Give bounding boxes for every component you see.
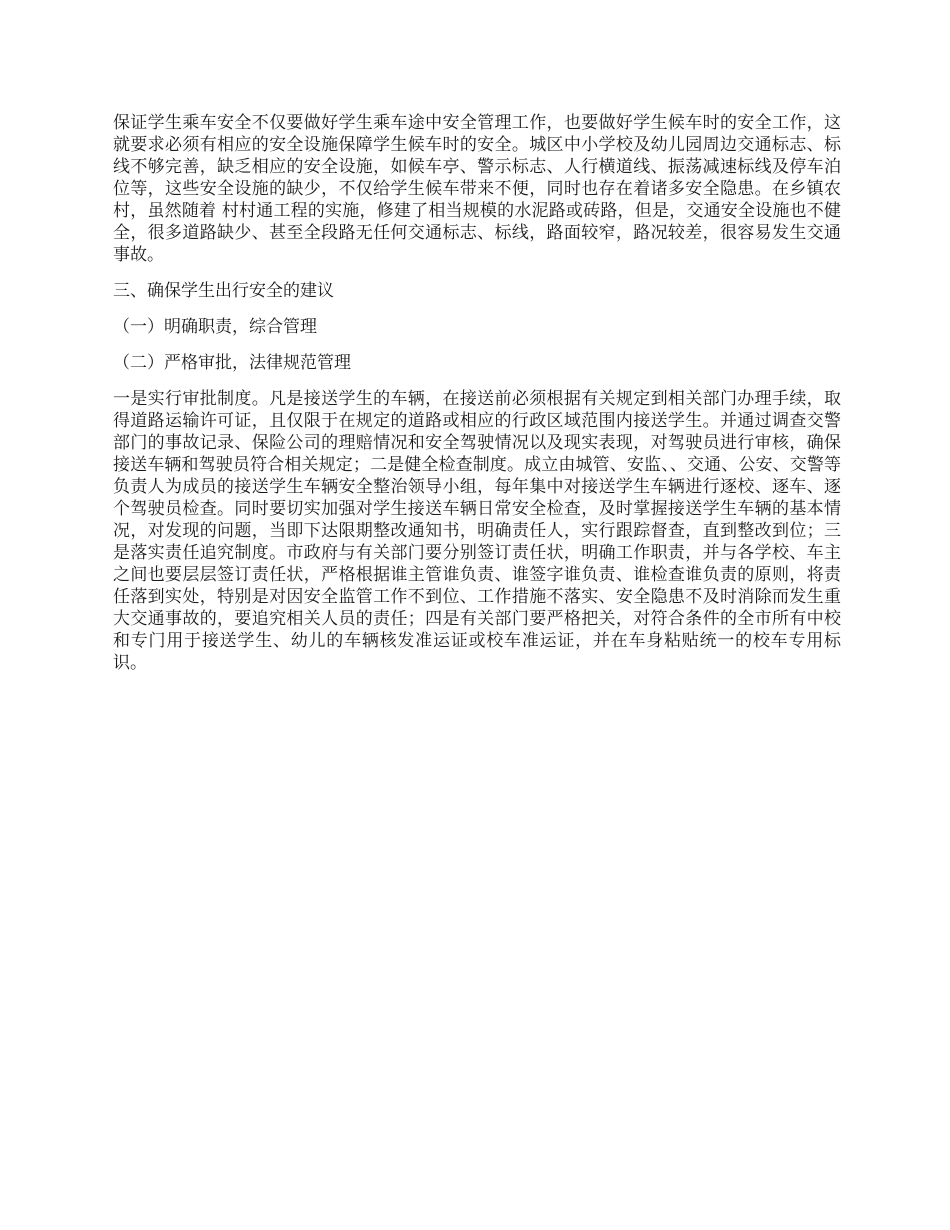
subheading-approval: （二）严格审批，法律规范管理 [113,353,351,373]
paragraph-safety-facilities: 保证学生乘车安全不仅要做好学生乘车途中安全管理工作，也要做好学生候车时的安全工作，这就要求必须有相应的安全设施保障学生候车时的安全。城区中小学校及幼儿园周边交通标志、标线不够完善，缺乏相应的安全设施，如候车亭、警示标志、人行横道线、振荡减速标线及停车泊位等，这些安全设施的缺少，不仅给学生候车带来不便，同时也存在着诸多安全隐患。在乡镇农村，虽然随着 村村通工程的实施，修建了相当规模的水泥路或砖路，但是，交通安全设施也不健全，很多道路缺少、甚至全段路无任何交通标志、标线，路面较窄，路况较差，很容易发生交通事故。 [113,113,841,265]
paragraph-approval-system: 一是实行审批制度。凡是接送学生的车辆，在接送前必须根据有关规定到相关部门办理手续，取得道路运输许可证，且仅限于在规定的道路或相应的行政区域范围内接送学生。并通过调查交警部门的事故记录、保险公司的理赔情况和安全驾驶情况以及现实表现，对驾驶员进行审核，确保接送车辆和驾驶员符合相关规定；二是健全检查制度。成立由城管、安监、、交通、公安、交警等负责人为成员的接送学生车辆安全整治领导小组，每年集中对接送学生车辆进行逐校、逐车、逐个驾驶员检查。同时要切实加强对学生接送车辆日常安全检查，及时掌握接送学生车辆的基本情况，对发现的问题，当即下达限期整改通知书，明确责任人，实行跟踪督查，直到整改到位；三是落实责任追究制度。市政府与有关部门要分别签订责任状，明确工作职责，并与各学校、车主之间也要层层签订责任状，严格根据谁主管谁负责、谁签字谁负责、谁检查谁负责的原则，将责任落到实处，特别是对因安全监管工作不到位、工作措施不落实、安全隐患不及时消除而发生重大交通事故的，要追究相关人员的责任；四是有关部门要严格把关，对符合条件的全市所有中校和专门用于接送学生、幼儿的车辆核发准运证或校车准运证，并在车身粘贴统一的校车专用标识。 [113,389,841,673]
subheading-responsibility: （一）明确职责，综合管理 [113,317,317,337]
document-page [113,112,841,688]
section-heading-suggestions: 三、确保学生出行安全的建议 [113,281,334,301]
